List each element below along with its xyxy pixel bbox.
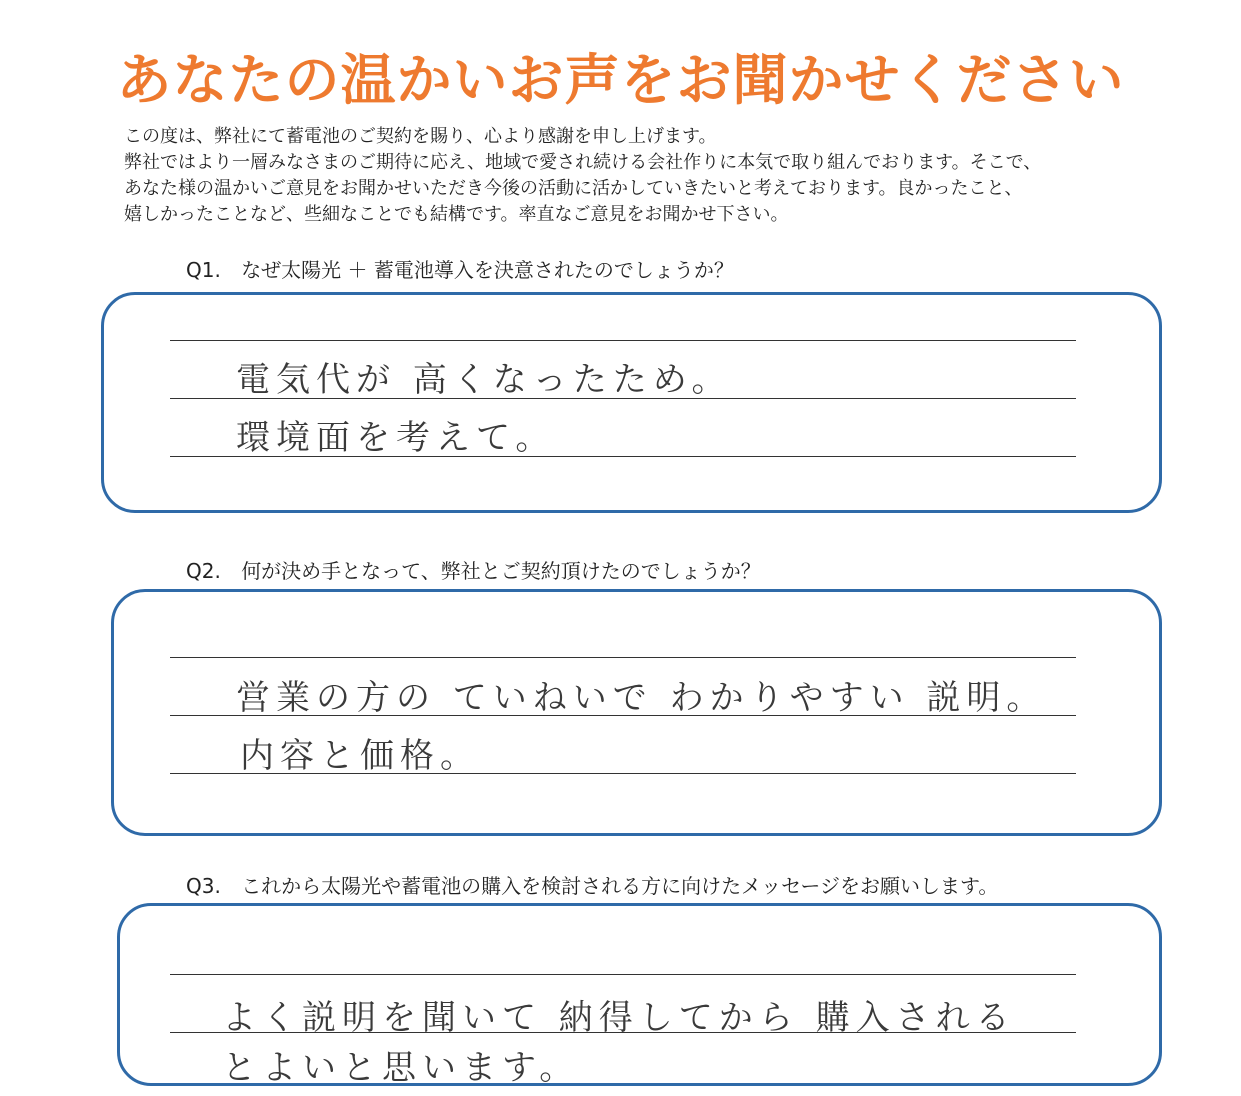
question-2 <box>186 555 761 584</box>
answer-2-line-1: 営業の方の ていねいで わかりやすい 説明。 <box>236 678 1047 718</box>
answer-2-line-2: 内容と価格。 <box>240 736 480 776</box>
question-3-label: Q3. <box>186 874 221 898</box>
intro-line: この度は、弊社にて蓄電池のご契約を賜り、心より感謝を申し上げます。 <box>124 126 717 147</box>
intro-line: 嬉しかったことなど、些細なことでも結構です。率直なご意見をお聞かせ下さい。 <box>124 204 789 225</box>
question-3-text: これから太陽光や蓄電池の購入を検討される方に向けたメッセージをお願いします。 <box>241 874 999 898</box>
question-1-label: Q1. <box>186 258 221 282</box>
answer-rule <box>170 974 1076 975</box>
answer-rule <box>170 657 1076 658</box>
answer-rule <box>170 340 1076 341</box>
answer-1-line-2: 環境面を考えて。 <box>236 418 556 458</box>
intro-line: あなた様の温かいご意見をお聞かせいただき今後の活動に活かしていきたいと考えております。良かったこと、 <box>124 178 1023 199</box>
question-1 <box>186 254 734 283</box>
question-3 <box>186 870 998 899</box>
question-2-label: Q2. <box>186 559 221 583</box>
intro-text <box>124 124 1184 228</box>
answer-3-line-1: よく説明を聞いて 納得してから 購入される <box>222 998 1016 1038</box>
question-2-text: 何が決め手となって、弊社とご契約頂けたのでしょうか？ <box>241 559 761 583</box>
page-title: あなたの温かいお声をお聞かせください <box>116 48 1125 112</box>
answer-box-1 <box>101 292 1162 513</box>
intro-line: 弊社ではより一層みなさまのご期待に応え、地域で愛され続ける会社作りに本気で取り組んでおります。そこで、 <box>124 152 1042 173</box>
answer-3-line-2: とよいと思います。 <box>222 1048 580 1088</box>
answer-1-line-1: 電気代が 高くなったため。 <box>236 360 732 400</box>
question-1-text: なぜ太陽光 ＋ 蓄電池導入を決意されたのでしょうか？ <box>241 258 734 282</box>
